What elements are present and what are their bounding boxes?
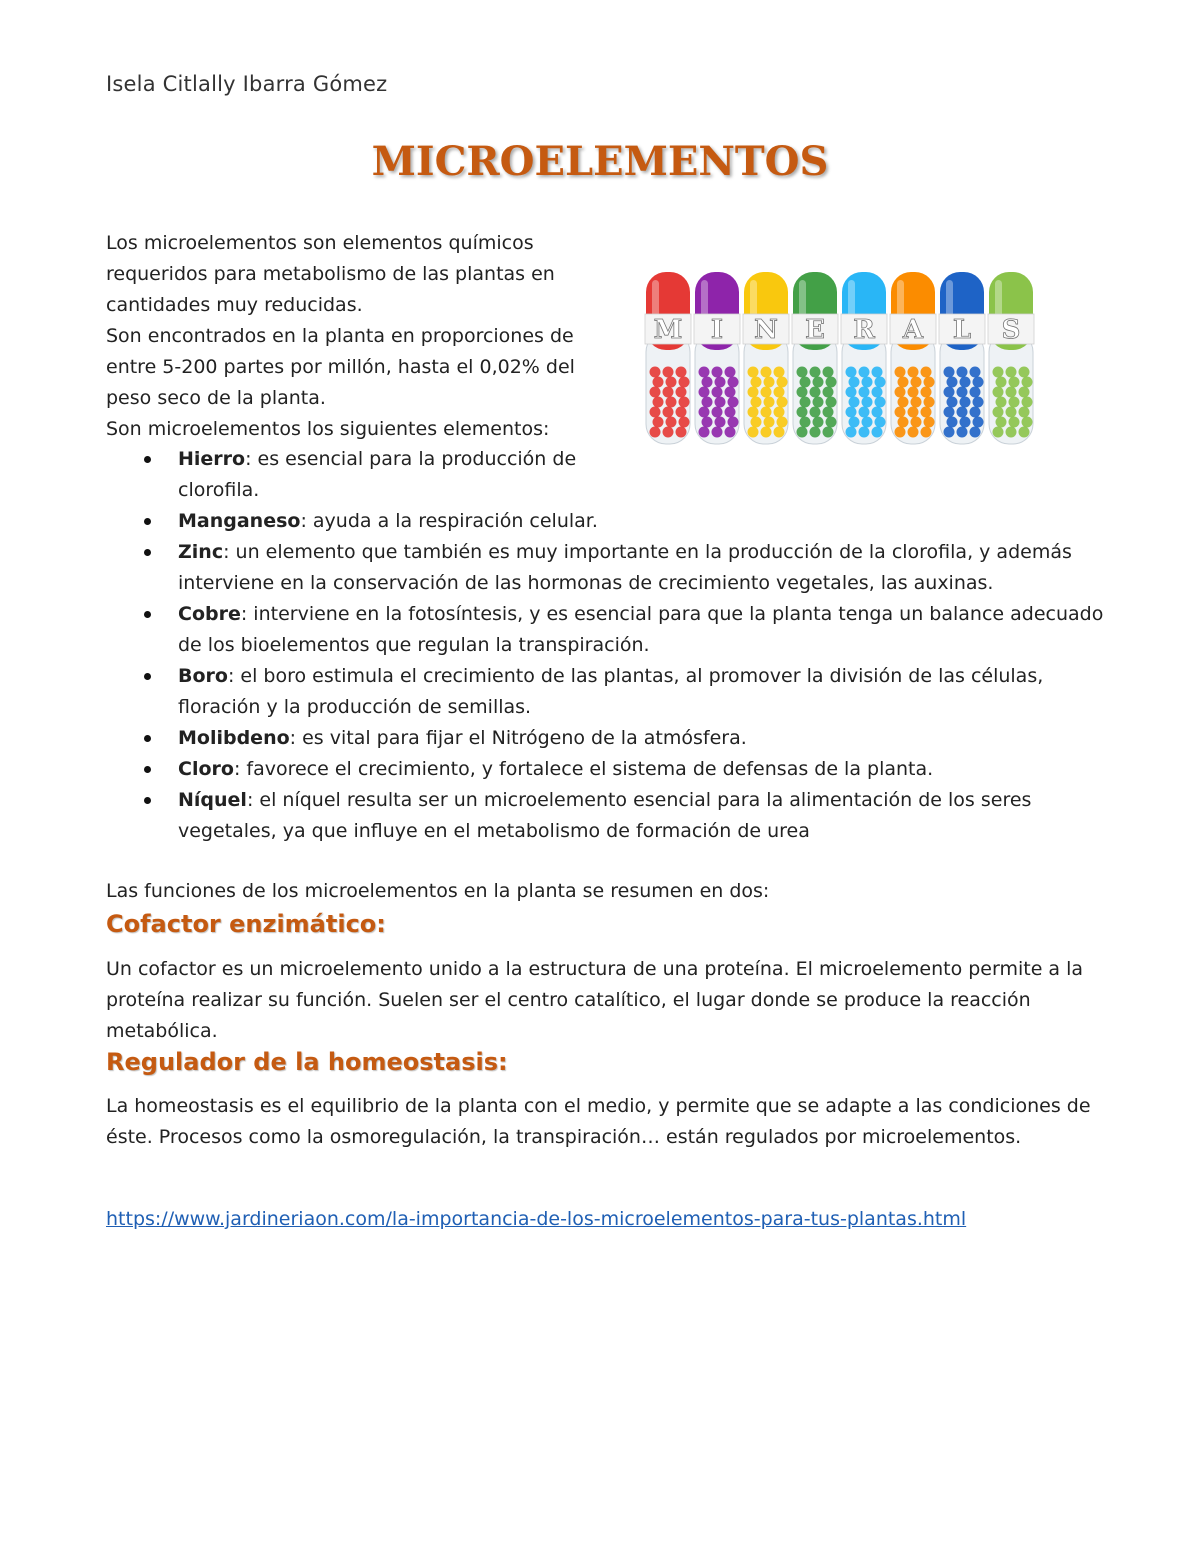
capsule-letter: N bbox=[754, 315, 778, 345]
section-heading-cofactor: Cofactor enzimático: bbox=[106, 910, 386, 938]
capsule-S bbox=[988, 272, 1034, 444]
element-name: Molibdeno bbox=[178, 727, 290, 749]
bullet-icon bbox=[144, 735, 151, 742]
element-description: : el boro estimula el crecimiento de las plantas, al promover la división de las células, floración y la producción de semillas. bbox=[178, 665, 1044, 718]
element-description: : ayuda a la respiración celular. bbox=[300, 510, 598, 532]
capsule-letter: I bbox=[710, 315, 724, 345]
element-name: Manganeso bbox=[178, 510, 301, 532]
bullet-icon bbox=[144, 673, 151, 680]
capsule-L bbox=[939, 272, 985, 444]
capsule-M bbox=[645, 272, 691, 444]
capsule-letter: A bbox=[902, 315, 924, 345]
element-name: Hierro bbox=[178, 448, 246, 470]
capsule-letter: E bbox=[805, 315, 825, 345]
capsule-I bbox=[694, 272, 740, 444]
bullet-icon bbox=[144, 456, 151, 463]
element-description: : favorece el crecimiento, y fortalece el sistema de defensas de la planta. bbox=[233, 758, 934, 780]
list-item bbox=[106, 506, 1106, 537]
capsule-R bbox=[841, 272, 887, 444]
page-title: MICROELEMENTOS bbox=[371, 138, 829, 185]
list-item bbox=[106, 661, 1106, 723]
element-description: : es vital para fijar el Nitrógeno de la atmósfera. bbox=[289, 727, 747, 749]
capsule-A bbox=[890, 272, 936, 444]
intro-paragraph: Son encontrados en la planta en proporciones de entre 5-200 partes por millón, hasta el 0,02% del peso seco de la planta. bbox=[106, 325, 575, 409]
capsule-N bbox=[743, 272, 789, 444]
element-description: : interviene en la fotosíntesis, y es esencial para que la planta tenga un balance adecuado de los bioelementos que regulan la transpiración. bbox=[178, 603, 1104, 656]
list-item bbox=[106, 754, 1106, 785]
element-description: : es esencial para la producción de clorofila. bbox=[178, 448, 577, 501]
section-text-cofactor: Un cofactor es un microelemento unido a la estructura de una proteína. El microelemento permite a la proteína realizar su función. Suelen ser el centro catalítico, el lugar donde se produce la reacción metabólica. bbox=[106, 958, 1084, 1042]
microelements-list bbox=[106, 444, 1106, 847]
capsule-letter: S bbox=[1001, 315, 1021, 345]
element-name: Cobre bbox=[178, 603, 241, 625]
intro-paragraph: Los microelementos son elementos químicos requeridos para metabolismo de las plantas en cantidades muy reducidas. bbox=[106, 232, 555, 316]
bullet-icon bbox=[144, 797, 151, 804]
summary-text: Las funciones de los microelementos en la planta se resumen en dos: bbox=[106, 880, 770, 902]
bullet-icon bbox=[144, 766, 151, 773]
list-item bbox=[106, 599, 1106, 661]
bullet-icon bbox=[144, 518, 151, 525]
list-item bbox=[106, 537, 1106, 599]
source-link[interactable]: https://www.jardineriaon.com/la-importancia-de-los-microelementos-para-tus-plantas.html bbox=[106, 1208, 967, 1230]
author-name: Isela Citlally Ibarra Gómez bbox=[106, 72, 388, 96]
minerals-capsules-image bbox=[636, 268, 1076, 454]
element-name: Níquel bbox=[178, 789, 247, 811]
section-heading-homeostasis: Regulador de la homeostasis: bbox=[106, 1048, 508, 1076]
element-name: Zinc bbox=[178, 541, 224, 563]
capsule-E bbox=[792, 272, 838, 444]
list-item bbox=[106, 723, 1106, 754]
section-text-homeostasis: La homeostasis es el equilibrio de la planta con el medio, y permite que se adapte a las condiciones de éste. Procesos como la osmoregulación, la transpiración… están regulados por microelementos. bbox=[106, 1095, 1091, 1148]
intro-text bbox=[106, 228, 606, 445]
bullet-icon bbox=[144, 611, 151, 618]
list-item bbox=[106, 444, 1106, 506]
element-description: : el níquel resulta ser un microelemento esencial para la alimentación de los seres vegetales, ya que influye en el metabolismo de formación de urea bbox=[178, 789, 1032, 842]
capsule-letter: M bbox=[653, 315, 683, 345]
element-name: Cloro bbox=[178, 758, 234, 780]
bullet-icon bbox=[144, 549, 151, 556]
capsule-letter: R bbox=[853, 315, 875, 345]
intro-paragraph: Son microelementos los siguientes elementos: bbox=[106, 418, 550, 440]
element-description: : un elemento que también es muy importante en la producción de la clorofila, y además interviene en la conservación de las hormonas de crecimiento vegetales, las auxinas. bbox=[178, 541, 1072, 594]
list-item bbox=[106, 785, 1106, 847]
element-name: Boro bbox=[178, 665, 228, 687]
capsule-letter: L bbox=[952, 315, 972, 345]
